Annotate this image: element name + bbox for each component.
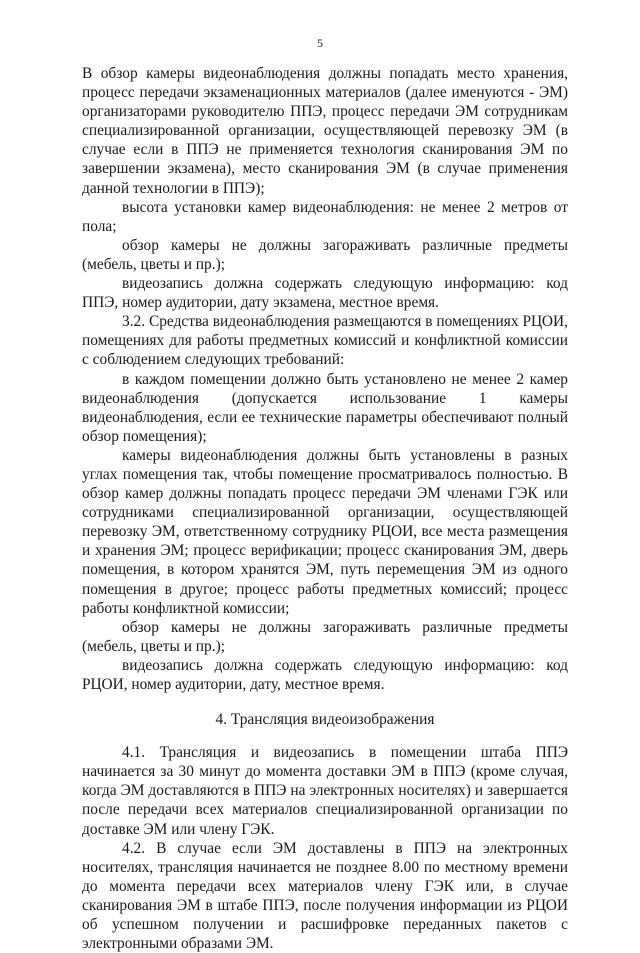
- paragraph: высота установки камер видеонаблюдения: не менее 2 метров от пола;: [82, 198, 568, 235]
- paragraph: в каждом помещении должно быть установлено не менее 2 камер видеонаблюдения (допускается использование 1 камеры видеонаблюдения, если ее технические параметры обеспечивают полный обзор помещения);: [82, 370, 568, 445]
- paragraph: видеозапись должна содержать следующую информацию: код РЦОИ, номер аудитории, дату, местное время.: [82, 656, 568, 693]
- paragraph: 3.2. Средства видеонаблюдения размещаются в помещениях РЦОИ, помещениях для работы предметных комиссий и конфликтной комиссии с соблюдением следующих требований:: [82, 313, 568, 369]
- paragraph: В обзор камеры видеонаблюдения должны попадать место хранения, процесс передачи экзаменационных материалов (далее именуются - ЭМ) организаторами руководителю ППЭ, процесс передачи ЭМ сотрудникам специализированной организации, осуществляющей перевозку ЭМ (в случае если в ППЭ не применяется технология сканирования ЭМ по завершении экзамена), место сканирования ЭМ (в случае применения данной технологии в ППЭ);: [82, 65, 568, 197]
- paragraph: обзор камеры не должны загораживать различные предметы (мебель, цветы и пр.);: [82, 236, 568, 273]
- document-body: [82, 64, 568, 953]
- paragraph: 4.2. В случае если ЭМ доставлены в ППЭ на электронных носителях, трансляция начинается не позднее 8.00 по местному времени до момента передачи всех материалов члену ГЭК или, в случае сканирования ЭМ в штабе ППЭ, после получения информации из РЦОИ об успешном получении и расшифровке переданных пакетов с электронными образами ЭМ.: [82, 839, 568, 953]
- paragraph: камеры видеонаблюдения должны быть установлены в разных углах помещения так, чтобы помещение просматривалось полностью. В обзор камер должны попадать процесс передачи ЭМ членами ГЭК или сотрудниками специализированной организации, осуществляющей перевозку ЭМ, ответственному сотруднику РЦОИ, все места размещения и хранения ЭМ; процесс верификации; процесс сканирования ЭМ, дверь помещения, в котором хранятся ЭМ, путь перемещения ЭМ из одного помещения в другое; процесс работы предметных комиссий; процесс работы конфликтной комиссии;: [82, 446, 568, 617]
- paragraph: обзор камеры не должны загораживать различные предметы (мебель, цветы и пр.);: [82, 618, 568, 655]
- paragraph: 4.1. Трансляция и видеозапись в помещении штаба ППЭ начинается за 30 минут до момента доставки ЭМ в ППЭ (кроме случая, когда ЭМ доставляются в ППЭ на электронных носителях) и завершается после передачи всех материалов специализированной организации по доставке ЭМ или члену ГЭК.: [82, 744, 568, 838]
- page-number: 5: [317, 36, 323, 50]
- section-heading: 4. Трансляция видеоизображения: [215, 711, 435, 729]
- paragraph: видеозапись должна содержать следующую информацию: код ППЭ, номер аудитории, дату экзамена, местное время.: [82, 275, 568, 312]
